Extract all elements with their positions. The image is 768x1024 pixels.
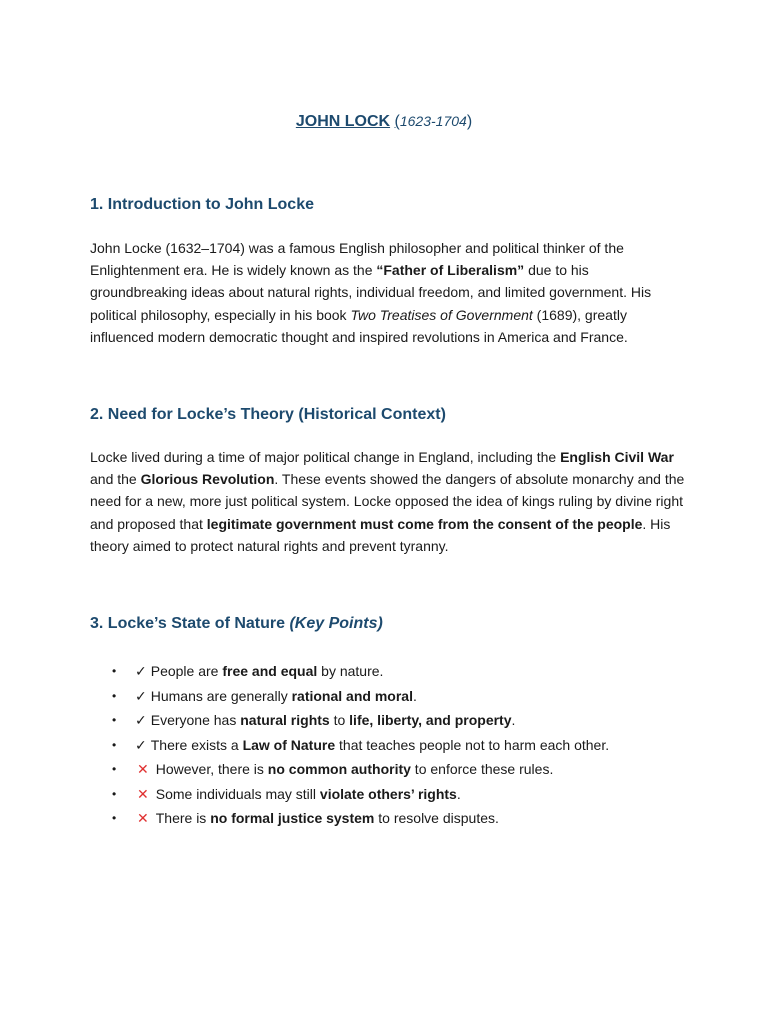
cross-mark-icon: ✕ [137, 810, 149, 826]
text-run: by nature. [317, 663, 384, 679]
text-run: . [456, 785, 461, 802]
text-run: and the [90, 471, 141, 488]
list-item [90, 782, 609, 807]
list-item [90, 757, 609, 782]
cross-mark-icon: ✕ [137, 785, 149, 802]
bullet-icon: • [112, 762, 117, 776]
key-points-list [90, 659, 609, 831]
bullet-icon: • [112, 737, 117, 752]
title-open-paren: ( [394, 113, 400, 130]
text-run: . His theory aimed to protect natural rights and prevent tyranny. [90, 515, 671, 554]
text-run: People are [150, 663, 223, 679]
section-3-heading-italic: (Key Points) [289, 615, 383, 632]
text-run: that teaches people not to harm each other. [335, 736, 610, 753]
text-run: . [412, 687, 417, 704]
document-title [0, 113, 768, 131]
text-run: Humans are generally [150, 687, 292, 704]
bold-text: Glorious Revolution [140, 471, 275, 488]
section-2-paragraph [90, 446, 686, 557]
list-item-text [151, 712, 516, 728]
list-item [90, 708, 609, 733]
list-item-text [156, 786, 461, 802]
text-run: There exists a [150, 736, 243, 753]
list-item-text [151, 688, 417, 704]
text-run: to enforce these rules. [410, 761, 554, 777]
bold-text: violate others’ rights [319, 785, 457, 802]
list-item-text [156, 761, 554, 777]
text-run: . [511, 712, 516, 728]
bullet-icon: • [112, 713, 117, 727]
bullet-icon: • [112, 786, 117, 801]
italic-text: Two Treatises of Government [350, 306, 533, 323]
bold-text: no common authority [267, 761, 411, 777]
bold-text: legitimate government must come from the consent of the people [206, 515, 643, 532]
section-3-heading [90, 615, 383, 633]
text-run: due to his groundbreaking ideas about natural rights, individual freedom, and limited government. His political philosophy, especially in his book [90, 262, 652, 323]
title-close-paren: ) [466, 113, 473, 130]
list-item-text [151, 663, 384, 679]
bold-text: life, liberty, and property [349, 712, 512, 728]
list-item [90, 684, 609, 709]
check-mark-icon: ✓ [135, 687, 147, 704]
title-years: 1623-1704 [399, 113, 467, 129]
list-item [90, 659, 609, 684]
bold-text: no formal justice system [210, 810, 375, 826]
list-item [90, 733, 609, 758]
cross-mark-icon: ✕ [137, 761, 149, 777]
bullet-icon: • [112, 688, 117, 703]
bold-text: “Father of Liberalism” [376, 262, 525, 279]
text-run: to resolve disputes. [374, 810, 499, 826]
title-name: JOHN LOCK [295, 113, 391, 130]
text-run: (1689), greatly influenced modern democratic thought and inspired revolutions in America and France. [90, 306, 628, 345]
bold-text: rational and moral [291, 687, 413, 704]
check-mark-icon: ✓ [135, 663, 147, 679]
list-item-text [156, 810, 499, 826]
bullet-icon: • [112, 811, 117, 825]
section-2-heading: 2. Need for Locke’s Theory (Historical Context) [90, 406, 446, 423]
bullet-icon: • [112, 664, 117, 678]
bold-text: free and equal [222, 663, 318, 679]
check-mark-icon: ✓ [135, 736, 147, 753]
bold-text: English Civil War [560, 449, 674, 465]
bold-text: Law of Nature [242, 736, 336, 753]
text-run: Some individuals may still [155, 785, 320, 802]
list-item-text [151, 737, 609, 753]
text-run: Everyone has [150, 712, 241, 728]
list-item [90, 806, 609, 831]
section-1-heading: 1. Introduction to John Locke [90, 196, 314, 213]
text-run: Locke lived during a time of major political change in England, including the [90, 449, 561, 465]
text-run: to [329, 712, 350, 728]
text-run: However, there is [155, 761, 268, 777]
section-1-paragraph [90, 237, 686, 348]
text-run: . These events showed the dangers of absolute monarchy and the need for a new, more just political system. Locke opposed the idea of kings ruling by divine right and proposed that [90, 471, 685, 532]
check-mark-icon: ✓ [135, 712, 147, 728]
text-run: John Locke (1632–1704) was a famous English philosopher and political thinker of the Enlightenment era. He is widely known as the [90, 240, 624, 279]
text-run: There is [155, 810, 211, 826]
bold-text: natural rights [240, 712, 330, 728]
section-3-heading-text: 3. Locke’s State of Nature [90, 615, 290, 632]
